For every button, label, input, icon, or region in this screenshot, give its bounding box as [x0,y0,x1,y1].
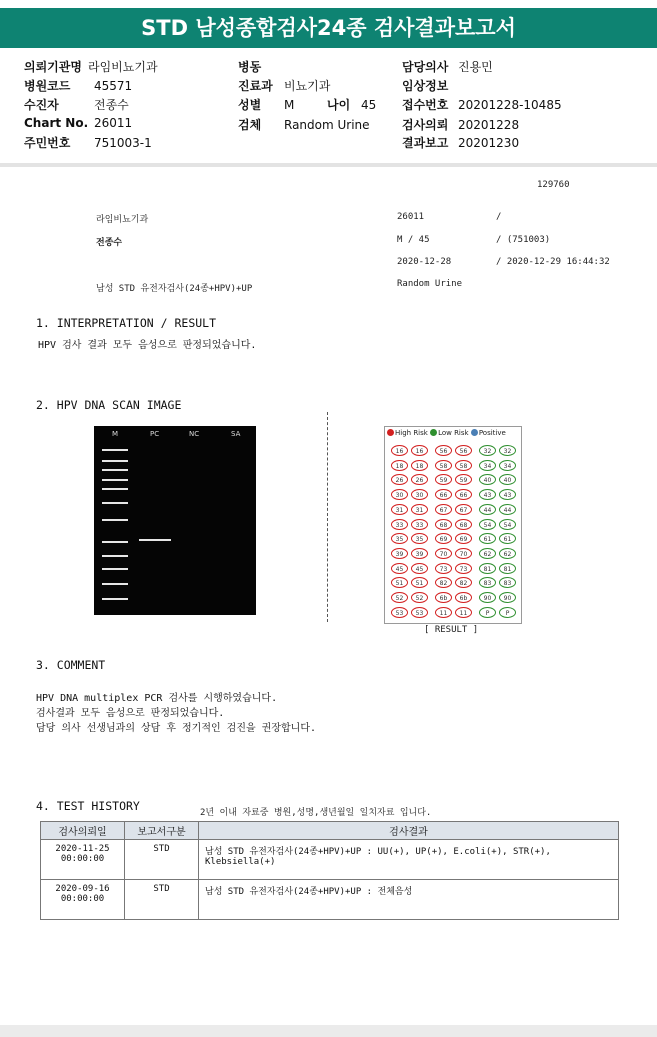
scan-cell: 11 [435,607,452,618]
scan-cell: 16 [411,445,428,456]
scan-cell: 58 [455,460,472,471]
scan-cell: 44 [479,504,496,515]
scan-cell: 69 [455,533,472,544]
hdr-department: 진료과 비뇨기과 [238,79,331,93]
scan-cell: 45 [411,563,428,574]
lane-m-label: M [112,430,119,438]
print-test-name: 남성 STD 유전자검사(24종+HPV)+UP [96,284,253,294]
hdr-receipt-no: 접수번호 20201228-10485 [402,98,562,112]
scan-cell: 83 [479,577,496,588]
scan-cell: 67 [455,504,472,515]
scan-cell: 33 [411,519,428,530]
history-result-cell: 남성 STD 유전자검사(24종+HPV)+UP : UU(+), UP(+), E.coli(+), STR(+), Klebsiella(+) [199,840,619,880]
scan-cell: 61 [499,533,516,544]
scan-cell: P [499,607,516,618]
ladder-band [102,541,128,543]
pc-band [139,539,171,541]
col-header-date: 검사의뢰일 [41,822,125,840]
scan-cell: 35 [391,533,408,544]
scan-cell: 53 [411,607,428,618]
positive-dot-icon [471,429,478,436]
scan-cell: 81 [479,563,496,574]
ladder-band [102,568,128,570]
scan-cell: 18 [391,460,408,471]
comment-line-1: HPV DNA multiplex PCR 검사를 시행하였습니다. [36,693,278,704]
scan-cell: 56 [435,445,452,456]
ladder-band [102,555,128,557]
scan-cell: 16 [391,445,408,456]
high-risk-dot-icon [387,429,394,436]
print-timestamp: / 2020-12-29 16:44:32 [496,257,610,267]
scan-cell: 51 [411,577,428,588]
ladder-band [102,488,128,490]
scan-cell: 66 [455,489,472,500]
print-specimen: Random Urine [397,279,463,289]
section-interpretation-heading: 1. INTERPRETATION / RESULT [36,316,217,330]
scan-cell: 43 [499,489,516,500]
hdr-resident-no: 주민번호 751003-1 [24,136,152,150]
ladder-band [102,469,128,471]
interpretation-text: HPV 검사 결과 모두 음성으로 판정되었습니다. [38,340,257,351]
ladder-band [102,598,128,600]
scan-cell: 54 [479,519,496,530]
scan-cell: 43 [479,489,496,500]
hdr-age: 나이 45 [327,98,377,112]
scan-cell: 30 [411,489,428,500]
scan-cell: 59 [435,474,452,485]
col-header-type: 보고서구분 [125,822,199,840]
print-slash-1: / [496,212,502,222]
scan-caption: [ RESULT ] [424,625,479,635]
hdr-request-date: 검사의뢰 20201228 [402,118,520,132]
scan-legend [387,429,506,437]
scan-cell: 31 [411,504,428,515]
history-date-cell: 2020-09-16 00:00:00 [41,880,125,920]
hdr-chart-no: Chart No. 26011 [24,116,133,130]
scan-cell: 51 [391,577,408,588]
ladder-band [102,583,128,585]
table-row [41,880,619,920]
hpv-scan-result-panel [384,426,522,624]
scan-cell: 39 [391,548,408,559]
scan-cell: 26 [411,474,428,485]
section-comment-heading: 3. COMMENT [36,658,106,672]
history-result-cell: 남성 STD 유전자검사(24종+HPV)+UP : 전체음성 [199,880,619,920]
scan-cell: 32 [479,445,496,456]
scan-cell: 53 [391,607,408,618]
comment-line-3: 담당 의사 선생님과의 상담 후 정기적인 검진을 권장합니다. [36,723,317,734]
scan-cell: 68 [455,519,472,530]
legend-high-risk: High Risk [395,429,428,437]
scan-cell: P [479,607,496,618]
scan-cell: 26 [391,474,408,485]
legend-positive: Positive [478,429,506,437]
scan-cell: 73 [435,563,452,574]
hdr-doctor: 담당의사 진용민 [402,60,493,74]
hdr-specimen: 검체 Random Urine [238,118,370,132]
table-header-row [41,822,619,840]
hdr-patient: 수진자 전종수 [24,98,129,112]
page-footer-bar [0,1025,657,1037]
comment-line-2: 검사결과 모두 음성으로 판정되었습니다. [36,708,225,719]
scan-cell: 33 [391,519,408,530]
scan-cell: 18 [411,460,428,471]
scan-cell: 30 [391,489,408,500]
scan-cell: 45 [391,563,408,574]
test-history-table [40,821,619,920]
scan-cell: 61 [479,533,496,544]
scan-cell: 62 [499,548,516,559]
lane-nc-label: NC [189,430,200,438]
scan-cell: 69 [435,533,452,544]
ladder-band [102,502,128,504]
section-history-heading: 4. TEST HISTORY [36,799,140,813]
print-hospital: 라임비뇨기과 [96,215,149,225]
scan-cell: 40 [479,474,496,485]
print-birth: / (751003) [496,235,551,245]
scan-cell: 34 [479,460,496,471]
history-note: 2년 이내 자료중 병원,성명,생년월일 일치자료 입니다. [200,808,432,818]
scan-cell: 11 [455,607,472,618]
scan-cell: 44 [499,504,516,515]
scan-cell: 82 [455,577,472,588]
hdr-sex: 성별 M [238,98,295,112]
hdr-hospital-code: 병원코드 45571 [24,79,133,93]
scan-cell: 56 [455,445,472,456]
scan-cell: 70 [435,548,452,559]
scan-cell: 90 [479,592,496,603]
scan-cell: 40 [499,474,516,485]
hdr-ward: 병동 [238,60,262,74]
scan-cell: 6b [455,592,472,603]
scan-cell: 83 [499,577,516,588]
scan-cell: 32 [499,445,516,456]
history-type-cell: STD [125,880,199,920]
history-type-cell: STD [125,840,199,880]
scan-cell: 81 [499,563,516,574]
scan-cell: 70 [455,548,472,559]
scan-cell: 67 [435,504,452,515]
panel-divider [327,412,328,622]
scan-cell: 31 [391,504,408,515]
section-scan-heading: 2. HPV DNA SCAN IMAGE [36,398,182,412]
header-divider [0,163,657,167]
lane-pc-label: PC [150,430,160,438]
scan-cell: 35 [411,533,428,544]
print-patient: 전종수 [96,238,123,248]
scan-cell: 54 [499,519,516,530]
hdr-report-date: 결과보고 20201230 [402,136,520,150]
low-risk-dot-icon [430,429,437,436]
ladder-band [102,460,128,462]
scan-cell: 52 [411,592,428,603]
scan-cell: 39 [411,548,428,559]
gel-electrophoresis-image [94,426,256,615]
table-row [41,840,619,880]
scan-cell: 58 [435,460,452,471]
hdr-hospital: 의뢰기관명 라임비뇨기과 [24,60,158,74]
history-date-cell: 2020-11-25 00:00:00 [41,840,125,880]
col-header-result: 검사결과 [199,822,619,840]
scan-cell: 34 [499,460,516,471]
scan-cell: 6b [435,592,452,603]
scan-cell: 82 [435,577,452,588]
scan-cell: 73 [455,563,472,574]
print-sex-age: M / 45 [397,235,430,245]
scan-cell: 90 [499,592,516,603]
legend-low-risk: Low Risk [438,429,469,437]
scan-cell: 66 [435,489,452,500]
scan-cell: 52 [391,592,408,603]
scan-cell: 68 [435,519,452,530]
scan-cell: 62 [479,548,496,559]
lane-sa-label: SA [231,430,241,438]
print-code: 129760 [537,180,570,190]
ladder-band [102,449,128,451]
ladder-band [102,519,128,521]
report-title: STD 남성종합검사24종 검사결과보고서 [0,8,657,48]
hdr-clinical-info: 임상정보 [402,79,449,93]
ladder-band [102,479,128,481]
print-chart: 26011 [397,212,425,222]
scan-cell: 59 [455,474,472,485]
print-date: 2020-12-28 [397,257,452,267]
